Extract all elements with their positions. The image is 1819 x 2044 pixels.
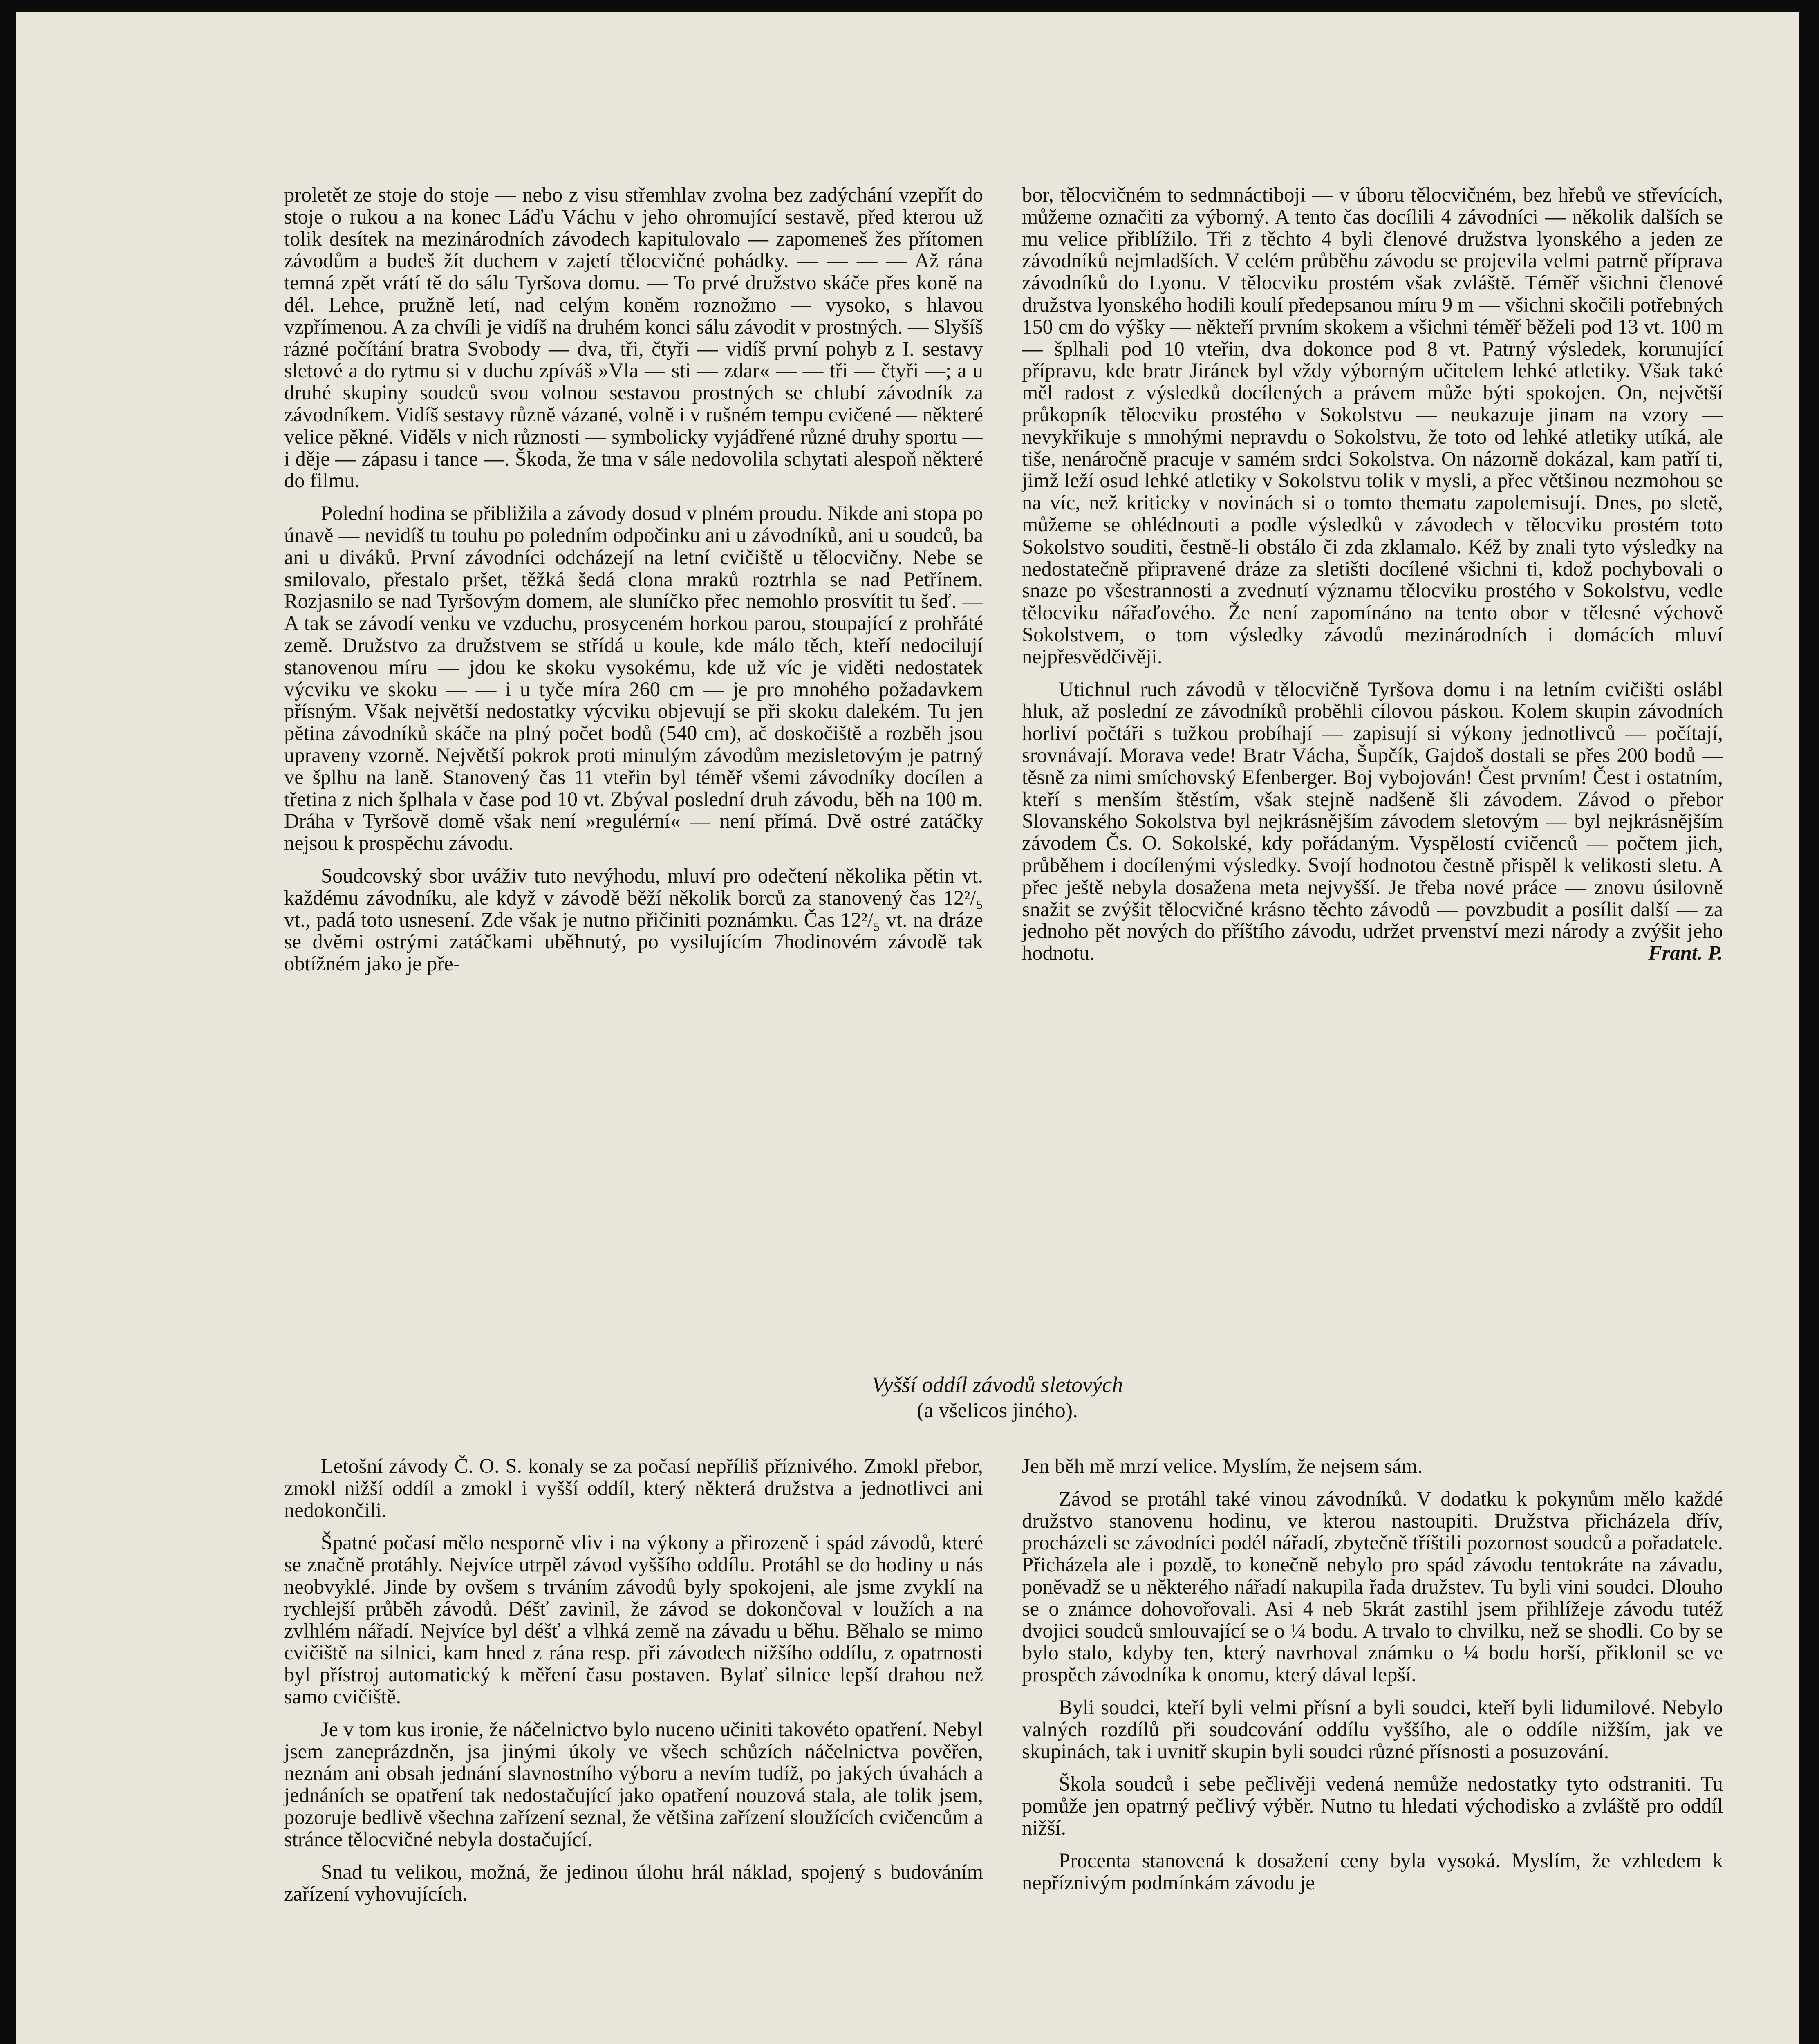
magazine-page (16, 12, 1799, 2044)
author-signature: Frant. P. (1648, 941, 1723, 965)
section-subtitle: (a všelicos jiného). (916, 1399, 1078, 1422)
paragraph: proletět ze stoje do stoje — nebo z visu střemhlav zvolna bez zadýchání vzepřít do stoje o rukou a na konec Láďu Váchu v jeho ohromující sestavě, před kterou už tolik desítek na mezinárodních závodech kapitulovalo — zapomeneš žes přítomen závodům a budeš žít duchem v zajetí tělocvičné pohádky. — — — — Až rána temná zpět vrátí tě do sálu Tyršova domu. — To prvé družstvo skáče přes koně na dél. Lehce, pružně letí, nad celým koněm roznožmo — vysoko, s hlavou vzpřímenou. A za chvíli je vidíš na druhém konci sálu závodit v prostných. — Slyšíš rázné počítání bratra Svobody — dva, tři, čtyři — vidíš první pohyb z I. sestavy sletové a do rytmu si v duchu zpíváš »Vla — sti — zdar« — — tři — čtyři —; a u druhé skupiny soudců svou volnou sestavou prostných se chlubí závodník za závodníkem. Vidíš sestavy různě vázané, volně i v rušném tempu cvičené — některé velice pěkné. Viděls v nich různosti — symbolicky vyjádřené různé druhy sportu — i děje — zápasu i tance —. Škoda, že tma v sále nedovolila schytati alespoň některé do filmu. (284, 183, 983, 492)
paragraph: Je v tom kus ironie, že náčelnictvo bylo nuceno učiniti takovéto opatření. Nebyl jsem zaneprázdněn, jsa jinými úkoly ve všech schůzích náčelnictva pověřen, neznám ani obsah jednání slavnostního výboru a nevím tudíž, po jakých úvahách a jednáních se opatření tak nedostačující jako opatření nouzová stala, ale tolik jsem, pozoruje bedlivě všechna zařízení seznal, že většina zařízení sloužících cvičencům a stránce tělocvičné nebyla dostačující. (284, 1717, 983, 1851)
paragraph-with-signature (1022, 679, 1723, 964)
top-left-column (284, 184, 983, 986)
paragraph: Utichnul ruch závodů v tělocvičně Tyršova domu i na letním cvičišti oslábl hluk, až poslední ze závodníků proběhli cílovou páskou. Kolem skupin závodních horliví počtáři s tužkou probíhají — zapisují si výkony jednotlivců — počítají, srovnávají. Morava vede! Bratr Vácha, Šupčík, Gajdoš dostali se přes 200 bodů — těsně za nimi smíchovský Efenberger. Boj vybojován! Čest prvním! Čest i ostatním, kteří s menším štěstím, však stejně nadšeně šli závodem. Závod o přebor Slovanského Sokolstva byl nejkrásnějším závodem sletovým — byl nejkrásnějším závodem Čs. O. Sokolské, kdy pořádaným. Vyspělostí cvičenců — počtem jich, průběhem i docílenými výsledky. Svojí hodnotou čestně přispěl k velikosti sletu. A přec ještě nebyla dosažena meta nejvyšší. Je třeba nové práce — znovu úsilovně snažit se zvýšit tělocvičné krásno těchto závodů — povzbudit a posílit další — za jednoho pět nových do příštího závodu, udržet prvenství mezi národy a zvýšit jeho hodnotu. (1022, 677, 1723, 965)
paragraph: Škola soudců i sebe pečlivěji vedená nemůže nedostatky tyto odstraniti. Tu pomůže jen opatrný pečlivý výběr. Nutno tu hledati východisko a zvláště pro oddíl nižší. (1022, 1772, 1723, 1839)
paragraph: bor, tělocvičném to sedmnáctiboji — v úboru tělocvičném, bez hřebů ve střevících, můžeme označiti za výborný. A tento čas docílili 4 závodníci — několik dalších se mu velice přiblížilo. Tři z těchto 4 byli členové družstva lyonského a jeden ze závodníků nejmladších. V celém průběhu závodu se projevila velmi patrně příprava závodníků do Lyonu. V tělocviku prostém však zvláště. Téměř všichni členové družstva lyonského hodili koulí předepsanou míru 9 m — všichni skočili potřebných 150 cm do výšky — někteří prvním skokem a všichni téměř běželi pod 13 vt. 100 m — šplhali pod 10 vteřin, dva dokonce pod 8 vt. Patrný výsledek, korunující přípravu, kde bratr Jiránek byl vždy výborným učitelem lehké atletiky. Však také měl radost z výsledků docílených a právem může býti spokojen. On, největší průkopník tělocviku prostého v Sokolstvu — neukazuje jinam na vzory — nevykřikuje s mnohými nepravdu o Sokolstvu, že toto od lehké atletiky utíká, ale tiše, nenáročně pracuje v samém srdci Sokolstva. On názorně dokázal, kam patří ti, jimž leží osud lehké atletiky v Sokolstvu tolik v mysli, a přec většinou nezmohou se na víc, než kriticky v novinách si o tomto thematu zapolemisují. Dnes, po sletě, můžeme se ohlédnouti a podle výsledků v závodech v tělocviku prostém toto Sokolstvo souditi, čestně-li obstálo či zda zklamalo. Kéž by znali tyto výsledky na nedostatečně připravené dráze za sletišti docílené všichni ti, kdož pochybovali o snaze po všestrannosti a zvednutí významu tělocviku prostého v Sokolstvu, vedle tělocviku nářaďového. Že není zapomínáno na tento obor v tělesné výchově Sokolstvem, o tom výsledky závodů mezinárodních i domácích mluví nejpřesvědčivěji. (1022, 183, 1723, 668)
section-title: Vyšší oddíl závodů sletových (871, 1372, 1123, 1397)
paragraph: Procenta stanovená k dosažení ceny byla vysoká. Myslím, že vzhledem k nepříznivým podmínkám závodu je (1022, 1849, 1723, 1894)
paragraph: Špatné počasí mělo nesporně vliv i na výkony a přirozeně i spád závodů, které se značně protáhly. Nejvíce utrpěl závod vyššího oddílu. Protáhl se do hodiny u nás neobvyklé. Jinde by ovšem s trváním závodů byly spokojeni, ale jsme zvyklí na rychlejší průběh závodů. Déšť zavinil, že závod se dokončoval v loužích a na zvlhlém nářadí. Nejvíce byl déšť a vlhká země na závadu u běhu. Běhalo se mimo cvičiště na silnici, kam hned z rána resp. při závodech nižšího oddílu, z opatrnosti byl přístroj automatický k měření času postaven. Bylať silnice lepší drahou než samo cvičiště. (284, 1531, 983, 1708)
bottom-right-column (1022, 1455, 1723, 1904)
paragraph: Soudcovský sbor uváživ tuto nevýhodu, mluví pro odečtení několika pětin vt. každému závodníku, ale když v závodě běží několik borců za stanovený čas 12²/₅ vt., padá toto usnesení. Zde však je nutno přičiniti poznámku. Čas 12²/₅ vt. na dráze se dvěmi ostrými zatáčkami uběhnutý, po vysilujícím 7hodinovém závodě tak obtížném jako je pře- (284, 864, 983, 975)
top-right-column (1022, 184, 1723, 975)
bottom-left-column (284, 1455, 983, 1916)
paragraph: Polední hodina se přibližila a závody dosud v plném proudu. Nikde ani stopa po únavě — nevidíš tu touhu po poledním odpočinku ani u závodníků, ani u soudců, ba ani u diváků. První závodníci odcházejí na letní cvičiště u tělocvičny. Nebe se smilovalo, přestalo pršet, těžká šedá clona mraků roztrhla se nad Petřínem. Rozjasnilo se nad Tyršovým domem, ale sluníčko přec nemohlo prosvítit tu šeď. — A tak se závodí venku ve vzduchu, prosyceném horkou parou, stoupající z prohřáté země. Družstvo za družstvem se střídá u koule, kde málo těch, kteří nedocilují stanovenou míru — jdou ke skoku vysokému, kde už víc je viděti nedostatek výcviku ve skoku — — i u tyče míra 260 cm — je pro mnohého požadavkem přísným. Však největší nedostatky výcviku objevují se při skoku dalekém. Tu jen pětina závodníků skáče na plný počet bodů (540 cm), ač doskočiště a rozběh jsou upraveny vzorně. Největší pokrok proti minulým závodům mezisletovým je patrný ve šplhu na laně. Stanovený čas 11 vteřin byl téměř všemi závodníky docílen a třetina z nich šplhala v čase pod 10 vt. Zbýval poslední druh závodu, běh na 100 m. Dráha v Tyršově domě však není »regulérní« — není přímá. Dvě ostré zatáčky nejsou k prospěchu závodu. (284, 502, 983, 855)
paragraph: Závod se protáhl také vinou závodníků. V dodatku k pokynům mělo každé družstvo stanovenu hodinu, ve kterou nastoupiti. Družstva přicházela dřív, procházeli se závodníci podél nářadí, zbytečně tříštili pozornost soudců a pořadatele. Přicházela ale i pozdě, to konečně nebylo pro spád závodu tentokráte na závadu, poněvadž se u některého nářadí nakupila řada družstev. Tu byli vini soudci. Dlouho se o známce dohovořovali. Asi 4 neb 5krát zastihl jsem přihlížeje závodu tutéž dvojici soudců smlouvající se o ¼ bodu. A trvalo to chvilku, než se shodli. Co by se bylo stalo, kdyby ten, který navrhoval známku o ¼ bodu horší, přiklonil se ve prospěch závodníka k onomu, který dával lepší. (1022, 1487, 1723, 1686)
paragraph: Snad tu velikou, možná, že jedinou úlohu hrál náklad, spojený s budováním zařízení vyhovujících. (284, 1860, 983, 1905)
section-heading (486, 1372, 1508, 1424)
paragraph: Byli soudci, kteří byli velmi přísní a byli soudci, kteří byli lidumilové. Nebylo valných rozdílů při soudcování oddílu vyššího, ale o oddíle nižším, jak ve skupinách, tak i uvnitř skupin byli soudci různé přísnosti a posuzování. (1022, 1695, 1723, 1763)
paragraph: Letošní závody Č. O. S. konaly se za počasí nepříliš příznivého. Zmokl přebor, zmokl nižší oddíl a zmokl i vyšší oddíl, který některá družstva a jednotlivci ani nedokončili. (284, 1455, 983, 1522)
paragraph: Jen běh mě mrzí velice. Myslím, že nejsem sám. (1022, 1455, 1423, 1477)
